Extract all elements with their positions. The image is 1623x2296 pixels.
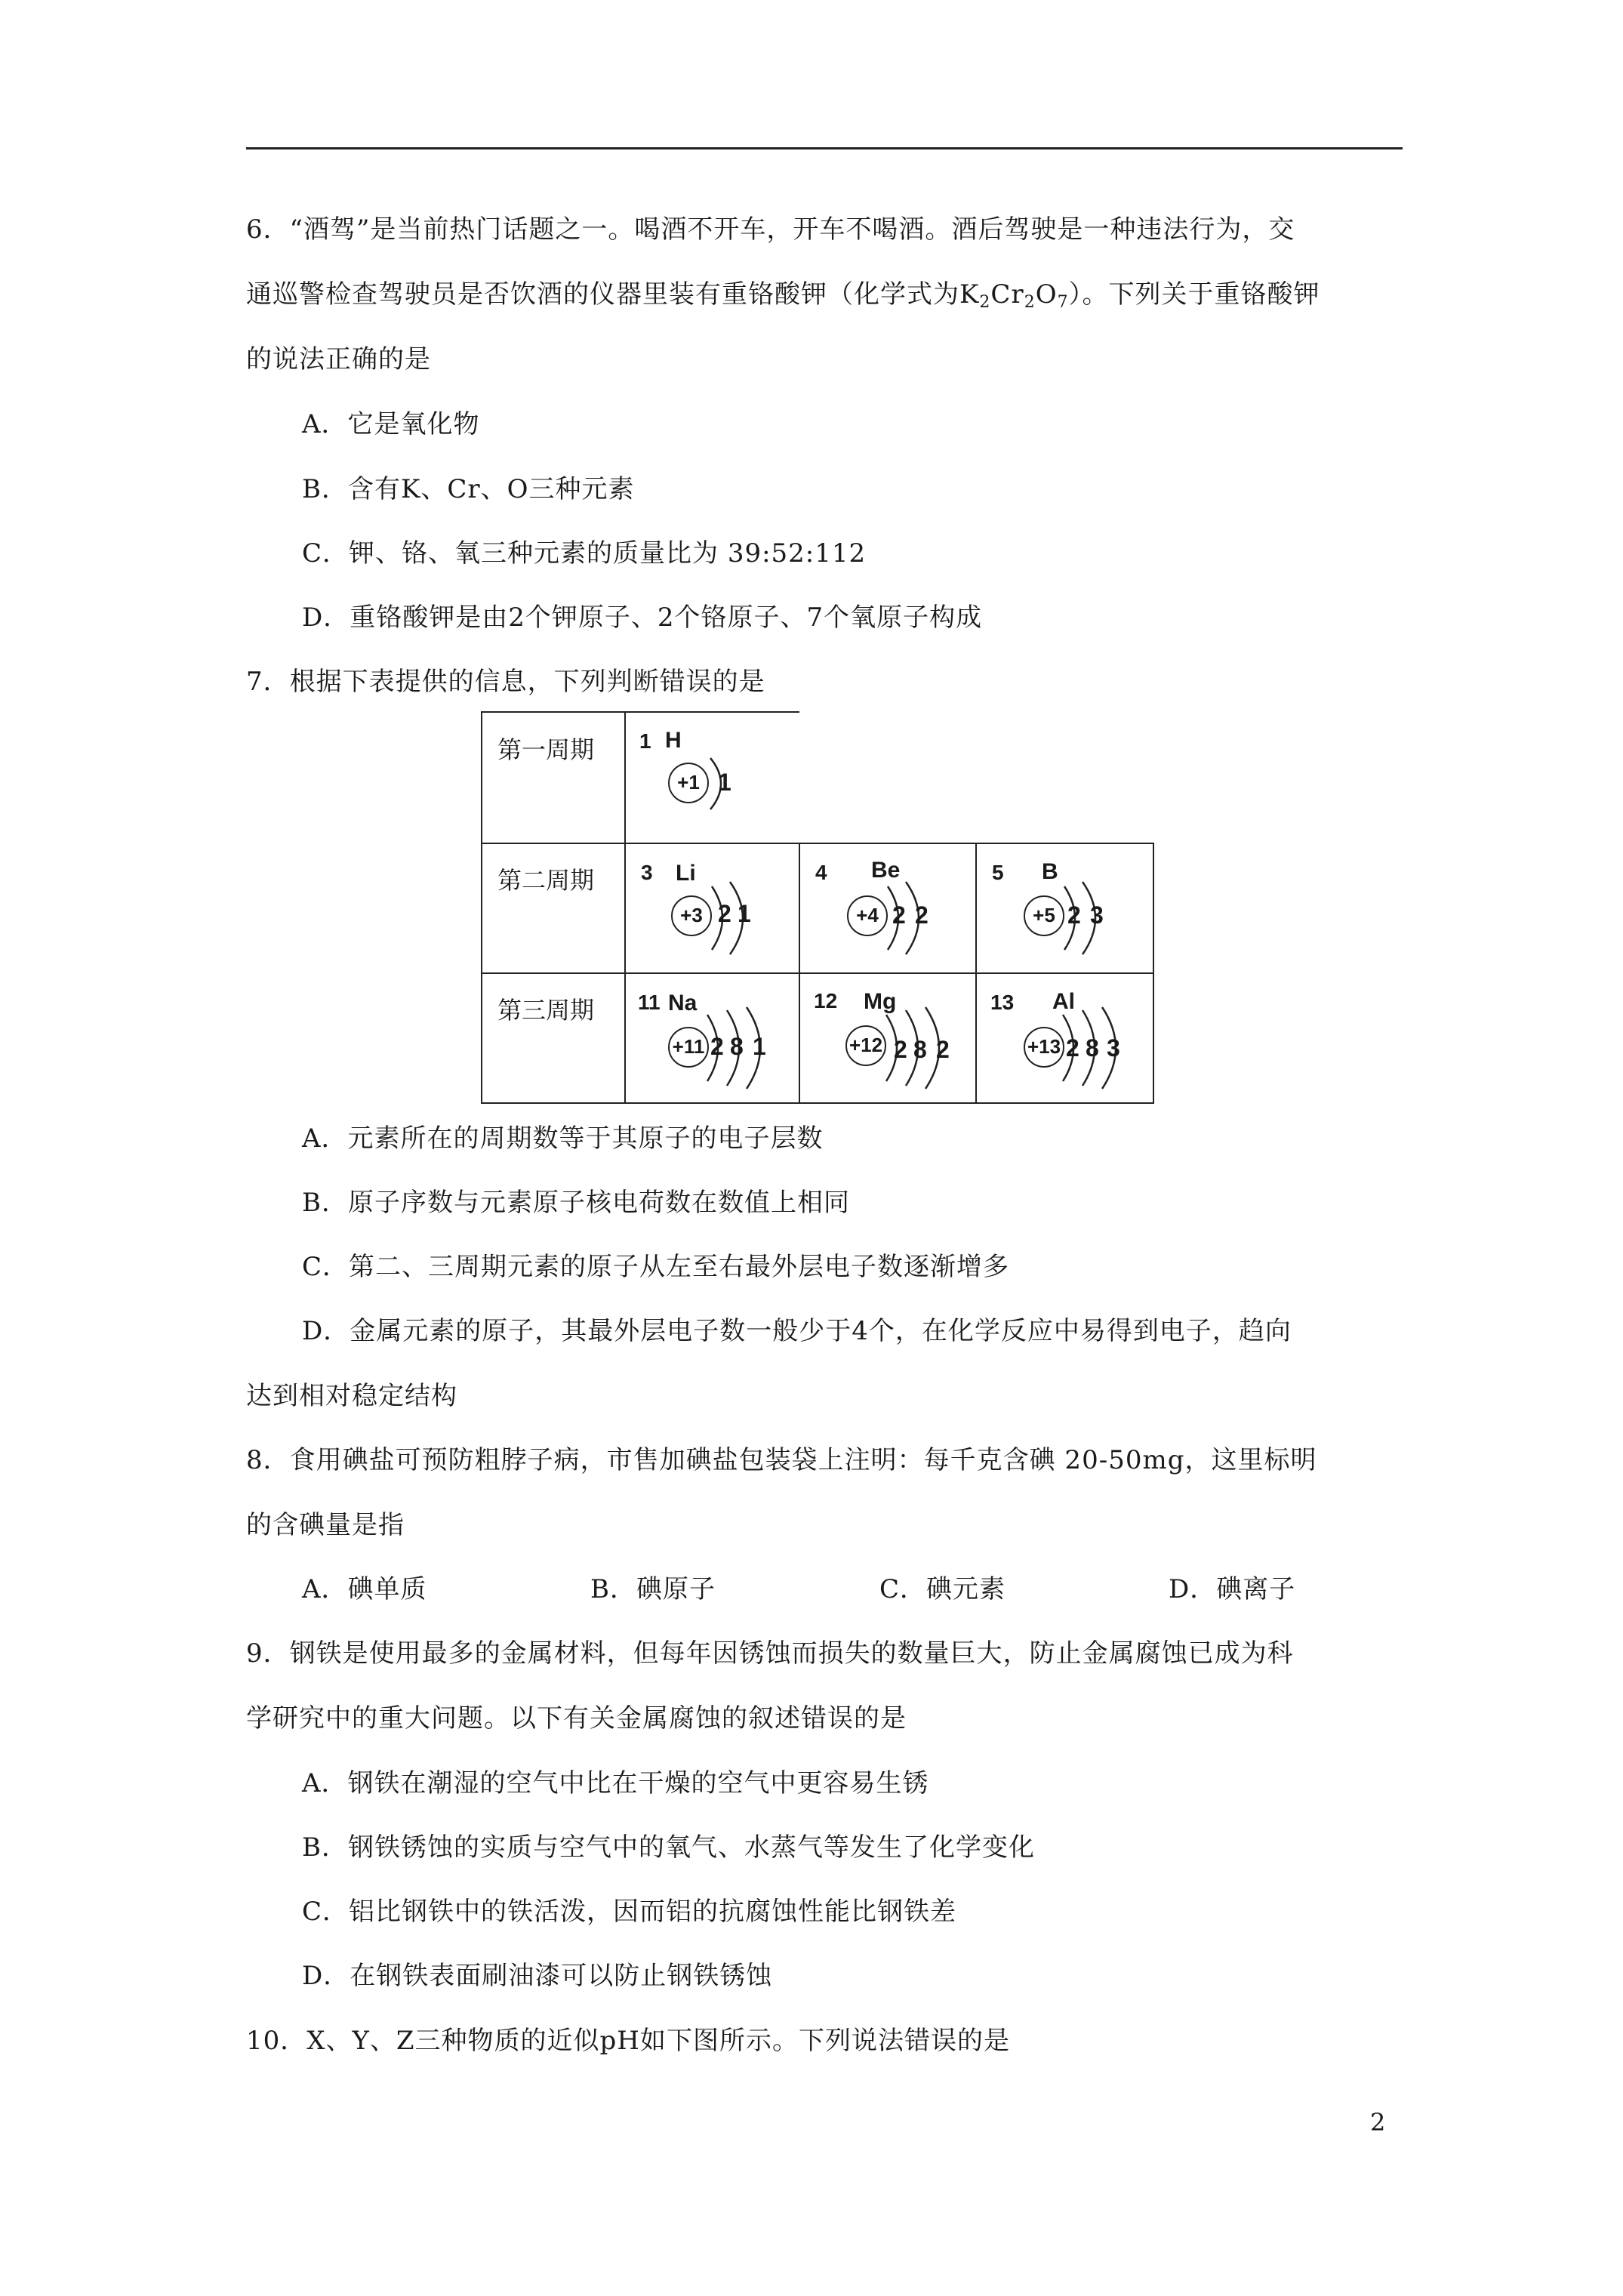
q7-stem: 7．根据下表提供的信息，下列判断错误的是 [246, 667, 765, 697]
q8-option-c: C．碘元素 [879, 1574, 1006, 1604]
q9-option-d: D．在钢铁表面刷油漆可以防止钢铁锈蚀 [302, 1961, 773, 1991]
atom-nucleus: +13 [1024, 1027, 1064, 1068]
atom-nucleus: +4 [847, 895, 888, 936]
q6-option-d: D．重铬酸钾是由2个钾原子、2个铬原子、7个氧原子构成 [302, 603, 983, 633]
element-cell-al: 13 Al +13 2 8 3 [975, 972, 1153, 1102]
q10-stem: 10．X、Y、Z三种物质的近似pH如下图所示。下列说法错误的是 [246, 2026, 1010, 2056]
page-number: 2 [1370, 2108, 1386, 2137]
q9-option-b: B．钢铁锈蚀的实质与空气中的氧气、水蒸气等发生了化学变化 [302, 1832, 1035, 1863]
q6-option-a: A．它是氧化物 [302, 409, 480, 439]
element-cell-h: 1 H +1 1 [624, 711, 799, 843]
q6-stem-line3: 的说法正确的是 [246, 344, 431, 374]
q8-option-d: D．碘离子 [1169, 1574, 1296, 1604]
period-label-1: 第一周期 [497, 735, 595, 764]
atom-nucleus: +3 [671, 895, 712, 936]
q7-option-d-continued: 达到相对稳定结构 [246, 1381, 457, 1411]
q7-option-a: A．元素所在的周期数等于其原子的电子层数 [302, 1123, 824, 1154]
atom-nucleus: +5 [1024, 895, 1064, 936]
q9-option-a: A．钢铁在潮湿的空气中比在干燥的空气中更容易生锈 [302, 1768, 929, 1798]
q6-stem-line2: 通巡警检查驾驶员是否饮酒的仪器里装有重铬酸钾（化学式为$K_2Cr_2O_7$）。下列关于重铬酸钾 [246, 279, 1320, 312]
q8-option-b: B．碘原子 [590, 1574, 716, 1604]
atom-nucleus: +11 [668, 1027, 709, 1068]
q8-stem-line1: 8．食用碘盐可预防粗脖子病，市售加碘盐包装袋上注明：每千克含碘 20-50mg，这里标明 [246, 1445, 1317, 1475]
element-cell-b: 5 B +5 2 3 [975, 843, 1153, 972]
q8-option-a: A．碘单质 [302, 1574, 427, 1604]
q6-stem-line1: 6．“酒驾”是当前热门话题之一。喝酒不开车，开车不喝酒。酒后驾驶是一种违法行为，交 [246, 214, 1295, 245]
element-cell-li: 3 Li +3 2 1 [624, 843, 799, 972]
element-cell-be: 4 Be +4 2 2 [799, 843, 975, 972]
period-label-2: 第二周期 [497, 866, 595, 895]
element-cell-na: 11 Na +11 2 8 1 [624, 972, 799, 1102]
q9-option-c: C．铝比钢铁中的铁活泼，因而铝的抗腐蚀性能比钢铁差 [302, 1897, 957, 1927]
atom-nucleus: +1 [668, 763, 709, 803]
q7-option-b: B．原子序数与元素原子核电荷数在数值上相同 [302, 1188, 850, 1218]
q6-option-b: B．含有K、Cr、O三种元素 [302, 474, 635, 504]
atom-nucleus: +12 [845, 1025, 886, 1066]
q9-stem-line2: 学研究中的重大问题。以下有关金属腐蚀的叙述错误的是 [246, 1703, 907, 1734]
q9-stem-line1: 9．钢铁是使用最多的金属材料，但每年因锈蚀而损失的数量巨大，防止金属腐蚀已成为科 [246, 1638, 1294, 1669]
q6-option-c: C．钾、铬、氧三种元素的质量比为 39:52:112 [302, 538, 867, 569]
header-rule [246, 147, 1403, 149]
q7-option-c: C．第二、三周期元素的原子从左至右最外层电子数逐渐增多 [302, 1252, 1010, 1282]
element-cell-mg: 12 Mg +12 2 8 2 [799, 972, 975, 1102]
periodic-table [481, 711, 1154, 1104]
period-label-3: 第三周期 [497, 996, 595, 1025]
q8-stem-line2: 的含碘量是指 [246, 1510, 405, 1540]
q7-option-d: D．金属元素的原子，其最外层电子数一般少于4个，在化学反应中易得到电子，趋向 [302, 1316, 1292, 1346]
